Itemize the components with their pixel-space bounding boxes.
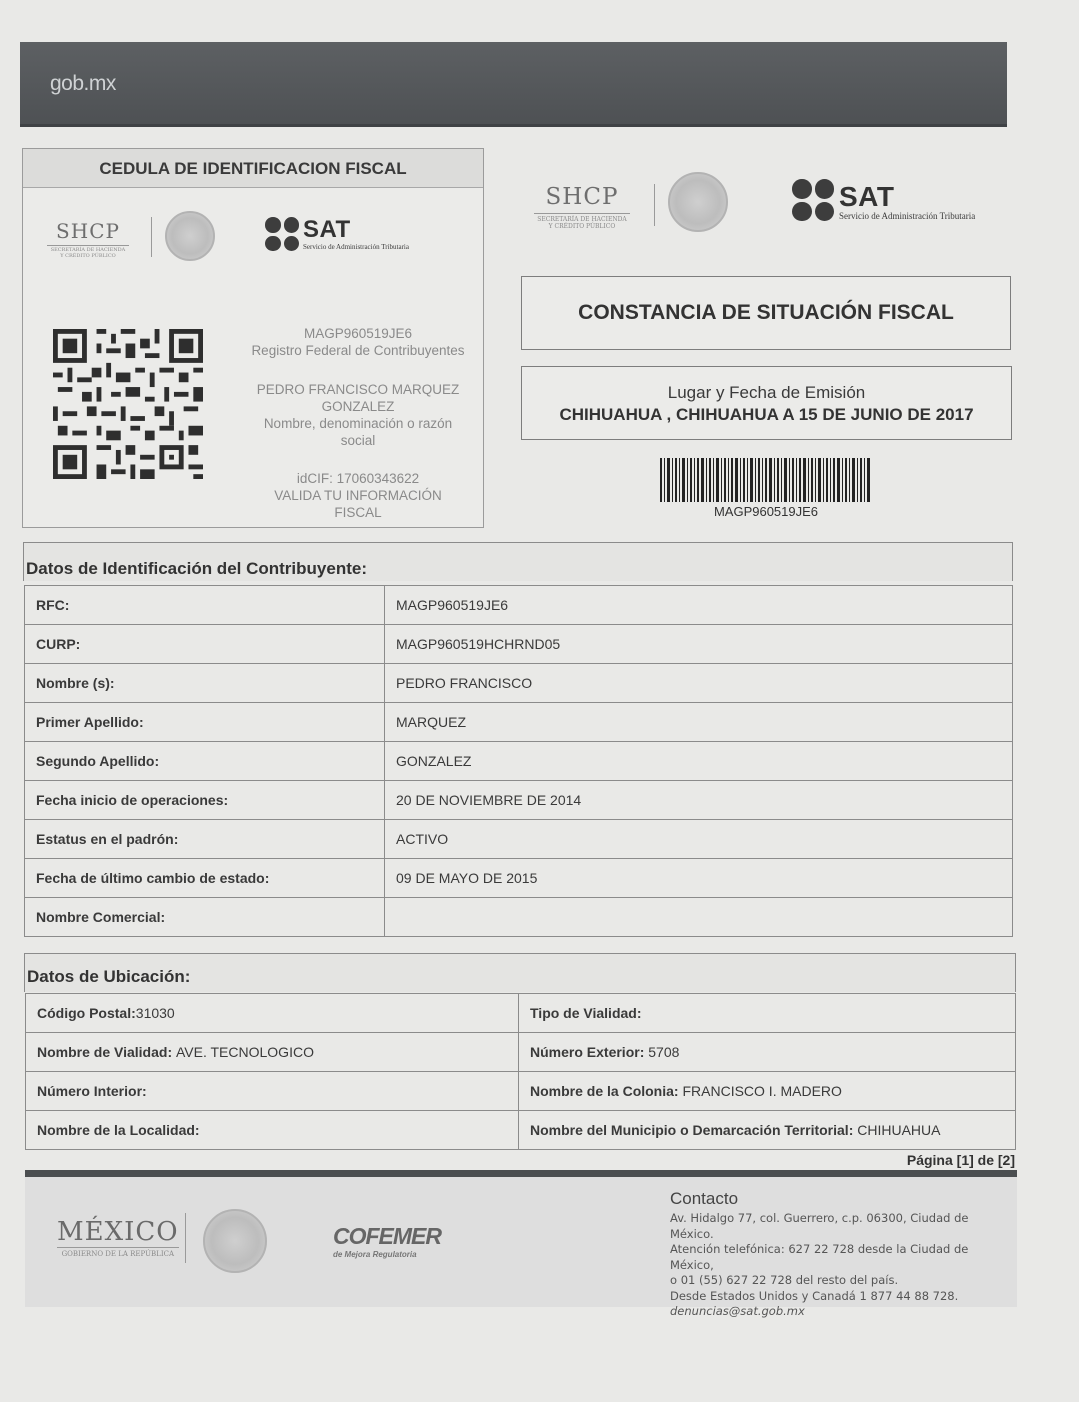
identificacion-row: [25, 664, 1013, 703]
identificacion-label: Nombre Comercial:: [25, 898, 385, 937]
identificacion-row: [25, 820, 1013, 859]
identificacion-row: [25, 586, 1013, 625]
ubicacion-label: Código Postal:: [37, 1005, 136, 1021]
ubicacion-value: CHIHUAHUA: [857, 1122, 941, 1138]
identificacion-value: 09 DE MAYO DE 2015: [385, 859, 1013, 898]
ubicacion-value: 31030: [135, 1005, 175, 1021]
gobmx-logo: gob.mx: [50, 72, 116, 95]
ubicacion-cell: [519, 1111, 1016, 1150]
ubicacion-label: Nombre de la Colonia:: [530, 1083, 679, 1099]
emision-box: [521, 366, 1012, 440]
contacto-info: Av. Hidalgo 77, col. Guerrero, c.p. 06300, Ciudad de México. Atención telefónica: 627 22 728 desde la Ciudad de México, o 01 (55) 627 22 728 del resto del país. Desde Estados Unidos y Canadá 1 877 44 88 728. denuncias@sat.gob.mx: [670, 1211, 1010, 1320]
ubicacion-cell: [519, 1072, 1016, 1111]
identificacion-row: [25, 781, 1013, 820]
page-indicator: Página [1] de [2]: [906, 1152, 1015, 1168]
sat-dots-icon: [792, 179, 834, 221]
qr-code-icon: [53, 329, 203, 479]
ubicacion-label: Número Exterior:: [530, 1044, 645, 1060]
shcp-logo-right: SHCP SECRETARÍA DE HACIENDA Y CRÉDITO PÚBLICO: [530, 184, 634, 230]
identificacion-label: Fecha inicio de operaciones:: [25, 781, 385, 820]
identificacion-row: [25, 859, 1013, 898]
mexico-logo: MÉXICO GOBIERNO DE LA REPÚBLICA: [57, 1217, 179, 1258]
cofemer-logo: COFEMER de Mejora Regulatoria: [333, 1223, 441, 1259]
identificacion-value: MARQUEZ: [385, 703, 1013, 742]
gobmx-header-bar: [20, 42, 1007, 127]
national-emblem-icon: [165, 211, 215, 261]
cedula-idcif: idCIF: 17060343622: [296, 471, 420, 486]
ubicacion-cell: [26, 1072, 519, 1111]
ubicacion-cell: [26, 1111, 519, 1150]
cedula-name-line2: GONZALEZ: [321, 399, 395, 414]
sat-logo-right: SAT Servicio de Administración Tributaria: [792, 179, 975, 221]
barcode-icon: [660, 458, 872, 502]
identificacion-value: GONZALEZ: [385, 742, 1013, 781]
cedula-title: CEDULA DE IDENTIFICACION FISCAL: [23, 149, 483, 188]
identificacion-header: [23, 542, 1013, 581]
identificacion-value: 20 DE NOVIEMBRE DE 2014: [385, 781, 1013, 820]
shcp-logo: SHCP SECRETARÍA DE HACIENDA Y CRÉDITO PÚBLICO: [43, 219, 133, 259]
national-emblem-icon: [668, 172, 728, 232]
identificacion-row: [25, 625, 1013, 664]
ubicacion-label: Número Interior:: [37, 1083, 147, 1099]
ubicacion-cell: [26, 1033, 519, 1072]
identificacion-label: Estatus en el padrón:: [25, 820, 385, 859]
contacto-title: Contacto: [670, 1189, 739, 1208]
barcode-text: MAGP960519JE6: [713, 504, 819, 519]
ubicacion-label: Nombre de Vialidad:: [37, 1044, 173, 1060]
cedula-valida-line1: VALIDA TU INFORMACIÓN: [274, 488, 442, 503]
sat-dots-icon: [265, 217, 299, 251]
identificacion-label: RFC:: [25, 586, 385, 625]
ubicacion-cell: [26, 994, 519, 1033]
ubicacion-label: Tipo de Vialidad:: [530, 1005, 642, 1021]
identificacion-label: Nombre (s):: [25, 664, 385, 703]
cedula-rfc: MAGP960519JE6: [303, 326, 413, 341]
identificacion-row: [25, 742, 1013, 781]
logo-separator-right: [654, 184, 655, 226]
emision-value: CHIHUAHUA , CHIHUAHUA A 15 DE JUNIO DE 2017: [559, 405, 974, 424]
cedula-box: [22, 148, 484, 528]
ubicacion-value: AVE. TECNOLOGICO: [176, 1044, 314, 1060]
cedula-name-line1: PEDRO FRANCISCO MARQUEZ: [256, 382, 460, 397]
ubicacion-value: 5708: [648, 1044, 680, 1060]
identificacion-value: [385, 898, 1013, 937]
cedula-valida-line2: FISCAL: [334, 505, 382, 520]
contact-email-link[interactable]: denuncias@sat.gob.mx: [670, 1304, 805, 1318]
ubicacion-title: Datos de Ubicación:: [27, 967, 191, 986]
identificacion-label: Segundo Apellido:: [25, 742, 385, 781]
ubicacion-row: [26, 1111, 1016, 1150]
identificacion-value: MAGP960519JE6: [385, 586, 1013, 625]
cedula-rfc-label: Registro Federal de Contribuyentes: [251, 343, 465, 358]
ubicacion-row: [26, 994, 1016, 1033]
identificacion-row: [25, 703, 1013, 742]
identificacion-table: [24, 585, 1013, 937]
footer: [25, 1170, 1017, 1318]
identificacion-label: Fecha de último cambio de estado:: [25, 859, 385, 898]
identificacion-label: CURP:: [25, 625, 385, 664]
identificacion-value: MAGP960519HCHRND05: [385, 625, 1013, 664]
ubicacion-label: Nombre de la Localidad:: [37, 1122, 200, 1138]
constancia-title: CONSTANCIA DE SITUACIÓN FISCAL: [521, 276, 1011, 350]
identificacion-row: [25, 898, 1013, 937]
ubicacion-table: [25, 993, 1016, 1150]
ubicacion-cell: [519, 994, 1016, 1033]
ubicacion-value: FRANCISCO I. MADERO: [682, 1083, 842, 1099]
emision-label: Lugar y Fecha de Emisión: [667, 383, 866, 402]
ubicacion-header: [24, 953, 1016, 992]
logo-separator: [151, 217, 152, 257]
ubicacion-row: [26, 1033, 1016, 1072]
national-emblem-icon: [203, 1209, 267, 1273]
identificacion-value: ACTIVO: [385, 820, 1013, 859]
identificacion-title: Datos de Identificación del Contribuyente:: [26, 559, 367, 578]
cedula-name-label-line1: Nombre, denominación o razón: [263, 416, 453, 431]
ubicacion-cell: [519, 1033, 1016, 1072]
sat-logo: SAT Servicio de Administración Tributaria: [265, 217, 409, 251]
ubicacion-label: Nombre del Municipio o Demarcación Territorial:: [530, 1122, 854, 1138]
ubicacion-row: [26, 1072, 1016, 1111]
identificacion-label: Primer Apellido:: [25, 703, 385, 742]
footer-separator: [185, 1213, 186, 1263]
identificacion-value: PEDRO FRANCISCO: [385, 664, 1013, 703]
cedula-name-label-line2: social: [340, 433, 376, 448]
